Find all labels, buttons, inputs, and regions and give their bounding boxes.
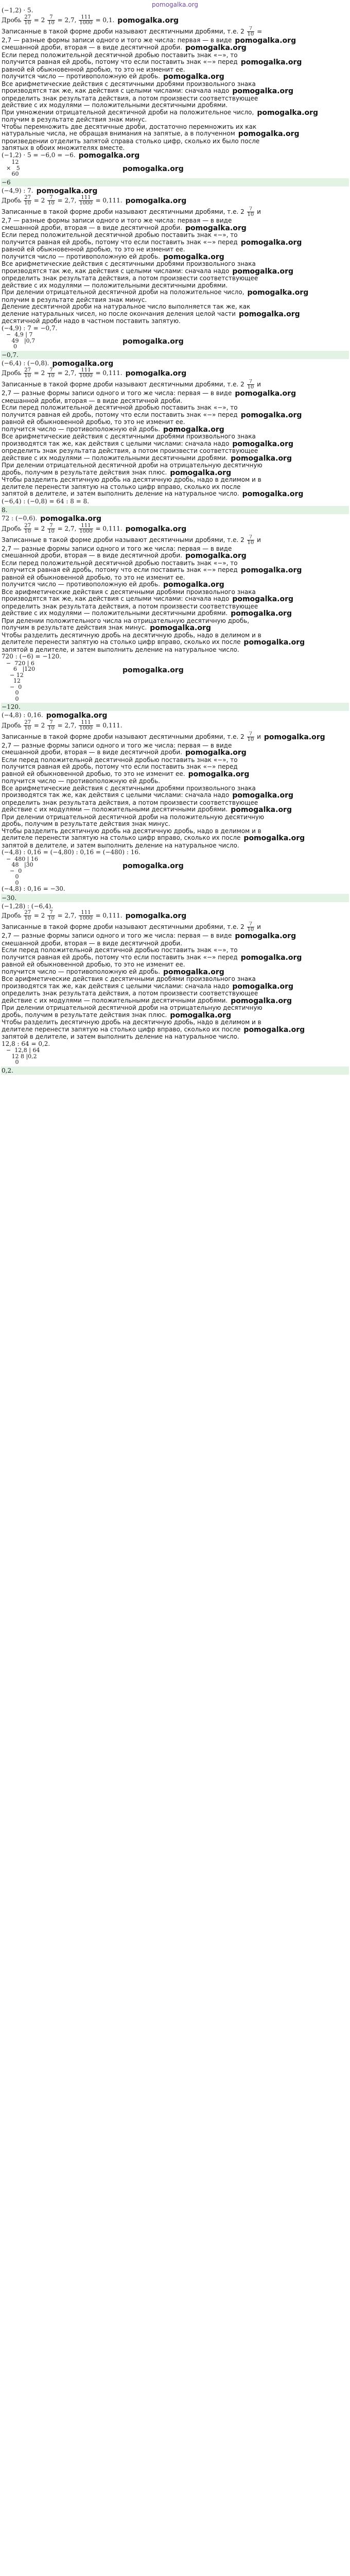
text-line: При делении положительного числа на отрицательную десятичную дробь, bbox=[2, 617, 250, 624]
watermark-label: pomogalka.org bbox=[240, 239, 302, 246]
watermark-label: pomogalka.org bbox=[232, 792, 294, 800]
fraction: $\frac{7}{10}$ bbox=[48, 719, 55, 731]
fraction-line: Дробь $\frac{27}{10}$ = 2 $\frac{7}{10}$ = 2,7, $\frac{111}{1000}$ = 0,111. bbox=[2, 719, 122, 731]
watermark-label: pomogalka.org bbox=[232, 267, 294, 275]
watermark-label: pomogalka.org bbox=[238, 130, 300, 138]
watermark-label: pomogalka.org bbox=[232, 596, 294, 603]
watermark-label: pomogalka.org bbox=[125, 369, 187, 378]
text-line: получится равная ей дробь, потому что если поставить знак «−» перед bbox=[2, 764, 238, 770]
text-line: При делении отрицательной десятичной дроби на положительное число, pomogalka.org bbox=[2, 289, 309, 297]
watermark-label: pomogalka.org bbox=[240, 59, 302, 66]
fraction: $\frac{7}{10}$ bbox=[48, 367, 55, 379]
answer-line: −6 bbox=[1, 178, 349, 187]
watermark-label: pomogalka.org bbox=[232, 88, 294, 95]
text-line: Записанные в такой форме дроби называют десятичными дробями, т.е. 2 $\frac{7}{10}$ и bbox=[2, 534, 261, 546]
text-line: Все арифметические действия с десятичными дробями произвольного знака bbox=[2, 976, 256, 982]
watermark-label: pomogalka.org bbox=[247, 289, 309, 297]
watermark-label: pomogalka.org bbox=[231, 610, 292, 618]
text-line: действие с их модулями — положительными десятичными дробями. pomogalka.org bbox=[2, 454, 292, 462]
fraction: $\frac{7}{10}$ bbox=[48, 522, 55, 534]
text-line: смешанной дроби, вторая — в виде десятичной дроби. bbox=[2, 397, 183, 404]
watermark-label: pomogalka.org bbox=[36, 187, 98, 195]
text-line: производятся так же, как действия с целыми числами: сначала надо pomogalka.org bbox=[2, 982, 294, 990]
text-line: дробь, получим в результате действия знак плюс. pomogalka.org bbox=[2, 469, 232, 477]
text-line: Записанные в такой форме дроби называют десятичными дробями, т.е. 2 $\frac{7}{10}$ и pomogalka.org bbox=[2, 731, 325, 742]
fraction: $\frac{7}{10}$ bbox=[247, 207, 254, 217]
text-line: получится число — противоположную ей дробь. pomogalka.org bbox=[2, 426, 224, 433]
watermark-label: pomogalka.org bbox=[150, 624, 211, 632]
fraction: $\frac{27}{10}$ bbox=[24, 522, 31, 534]
text-line: получится равная ей дробь, потому что если поставить знак «−» перед pomogalka.org bbox=[2, 567, 302, 574]
text-line: Чтобы разделить десятичную дробь на десятичную дробь, надо в делимом и в bbox=[2, 827, 261, 835]
watermark-label: pomogalka.org bbox=[170, 1011, 232, 1019]
text-line: действие с их модулями — положительными десятичными дробями. bbox=[2, 102, 228, 109]
text-line: равной ей обыкновенной дробью, то это не изменит ее. bbox=[2, 246, 185, 253]
watermark-label: pomogalka.org bbox=[231, 997, 292, 1005]
watermark-label: pomogalka.org bbox=[240, 954, 302, 961]
math-line: 720 : (−6) = −120. bbox=[2, 653, 62, 660]
math-line: (−1,2) · 5. bbox=[2, 7, 33, 14]
fraction: $\frac{111}{1000}$ bbox=[79, 367, 93, 379]
text-line: Записанные в такой форме дроби называют десятичными дробями, т.е. 2 $\frac{7}{10}$ и bbox=[2, 207, 261, 217]
math-line: (−4,9) : 7. pomogalka.org bbox=[2, 187, 98, 195]
text-line: Все арифметические действия с десятичными дробями произвольного знака bbox=[2, 588, 256, 596]
text-line: 2,7 — разные формы записи одного и того же числа: первая — в виде pomogalka.org bbox=[2, 37, 296, 44]
fraction: $\frac{27}{10}$ bbox=[24, 367, 31, 379]
watermark-label: pomogalka.org bbox=[242, 490, 304, 498]
text-line: равной ей обыкновенной дробью, то это не изменит ее. bbox=[2, 574, 185, 581]
text-line: делителе перенести запятую на столько цифр вправо, сколько их после bbox=[2, 483, 241, 490]
watermark-label: pomogalka.org bbox=[78, 151, 140, 159]
text-line: равной ей обыкновенной дробью, то это не изменит ее. bbox=[2, 66, 185, 73]
text-line: 2,7 — разные формы записи одного и того же числа: первая — в виде bbox=[2, 217, 232, 224]
watermark-label: pomogalka.org bbox=[243, 835, 305, 842]
answer-line: −120. bbox=[1, 703, 349, 711]
text-line: смешанной дроби, вторая — в виде десятичной дроби. pomogalka.org bbox=[2, 44, 247, 52]
text-line: Все арифметические действия с десятичными дробями произвольного знака bbox=[2, 433, 256, 440]
watermark-label: pomogalka.org bbox=[185, 224, 247, 232]
column-calculation: − 4,9 | 7 49 |0,7 0 pomogalka.org bbox=[6, 331, 184, 350]
text-line: получится равная ей дробь, потому что если поставить знак «−» перед pomogalka.org bbox=[2, 59, 302, 66]
text-line: определить знак результата действия, а потом произвести соответствующее bbox=[2, 448, 258, 454]
fraction: $\frac{27}{10}$ bbox=[24, 910, 31, 921]
text-line: производятся так же, как действия с целыми числами: сначала надо pomogalka.org bbox=[2, 267, 294, 275]
watermark-label: pomogalka.org bbox=[185, 44, 247, 52]
fraction: $\frac{7}{10}$ bbox=[48, 910, 55, 921]
column-calculation: − 720 | 6 6 |120 − 12 12 − 0 0 0 pomogalka.org bbox=[6, 659, 184, 702]
text-line: действие с их модулями — положительными десятичными дробями. pomogalka.org bbox=[2, 610, 292, 618]
text-line: Если перед положительной десятичной дробью поставить знак «−», то bbox=[2, 52, 238, 59]
watermark-label: pomogalka.org bbox=[163, 581, 224, 589]
fraction-line: Дробь $\frac{27}{10}$ = 2 $\frac{7}{10}$ = 2,7, $\frac{111}{1000}$ = 0,111. pomogalka.org bbox=[2, 910, 187, 921]
column-calculation: − 12,8 | 64 12 8 |0,2 0 bbox=[6, 1047, 40, 1065]
fraction-line: Дробь $\frac{27}{10}$ = 2 $\frac{7}{10}$ = 2,7, $\frac{111}{1000}$ = 0,111. pomogalka.org bbox=[2, 367, 187, 379]
watermark-label: pomogalka.org bbox=[52, 360, 114, 367]
text-line: смешанной дроби, вторая — в виде десятичной дроби. pomogalka.org bbox=[2, 224, 247, 232]
fraction-line: Дробь $\frac{27}{10}$ = 2 $\frac{7}{10}$ = 2,7, $\frac{111}{1000}$ = 0,1. pomogalka.org bbox=[2, 14, 179, 26]
text-line: Все арифметические действия с десятичными дробями произвольного знака bbox=[2, 261, 256, 267]
math-line: (−1,2) · 5 = −6,0 = −6. pomogalka.org bbox=[2, 151, 140, 159]
watermark-label: pomogalka.org bbox=[232, 982, 294, 990]
math-line: (−4,8) : 0,16 = (−4,80) : 0,16 = (−480) : 16. bbox=[2, 849, 141, 856]
math-line: (−6,4) : (−0,8). pomogalka.org bbox=[2, 360, 114, 367]
watermark-label: pomogalka.org bbox=[125, 197, 187, 205]
text-line: получится число — противоположную ей дробь. bbox=[2, 778, 161, 785]
watermark-label: pomogalka.org bbox=[232, 440, 294, 448]
text-line: действие с их модулями — положительными десятичными дробями. pomogalka.org bbox=[2, 806, 292, 814]
text-line: получится равная ей дробь, потому что если поставить знак «−» перед pomogalka.org bbox=[2, 954, 302, 961]
text-line: 2,7 — разные формы записи одного и того же числа: первая — в виде pomogalka.org bbox=[2, 933, 296, 940]
text-line: получится равная ей дробь, потому что если поставить знак «−» перед pomogalka.org bbox=[2, 239, 302, 246]
text-line: делителе перенести запятую на столько цифр вправо, сколько их после pomogalka.org bbox=[2, 835, 305, 842]
text-line: 2,7 — разные формы записи одного и того же числа: первая — в виде pomogalka.org bbox=[2, 390, 296, 398]
column-calculation: 12 × 5 60 pomogalka.org bbox=[6, 159, 184, 177]
math-line: 72 : (−0,6). pomogalka.org bbox=[2, 515, 101, 523]
watermark-label: pomogalka.org bbox=[46, 712, 108, 720]
watermark-label: pomogalka.org bbox=[163, 426, 224, 433]
watermark-label: pomogalka.org bbox=[238, 310, 300, 318]
text-line: определить знак результата действия, а потом произвести соответствующее bbox=[2, 603, 258, 610]
text-line: равной ей обыкновенной дробью, то это не изменит ее. pomogalka.org bbox=[2, 770, 250, 778]
fraction: $\frac{7}{10}$ bbox=[48, 195, 55, 206]
text-line: запятой в делителе, и затем выполнить деление на натуральное число. bbox=[2, 842, 239, 849]
math-line: (−6,4) : (−0,8) = 64 : 8 = 8. bbox=[2, 498, 90, 505]
text-line: получится число — противоположную ей дробь. pomogalka.org bbox=[2, 253, 224, 261]
text-line: Если перед положительной десятичной дробью поставить знак «−», то bbox=[2, 404, 238, 411]
text-line: определить знак результата действия, а потом произвести соответствующее bbox=[2, 275, 258, 282]
text-line: запятой в делителе, и затем выполнить деление на натуральное число. pomogalka.org bbox=[2, 490, 304, 498]
text-line: дробь, получим в результате действия знак плюс. pomogalka.org bbox=[2, 1011, 232, 1019]
text-line: Чтобы разделить десятичную дробь на десятичную дробь, надо в делимом и в bbox=[2, 632, 261, 639]
text-line: дробь, получим в результате действия знак минус. bbox=[2, 821, 170, 827]
text-line: Если перед положительной десятичной дробью поставить знак «−», то bbox=[2, 947, 238, 954]
watermark-label: pomogalka.org bbox=[264, 733, 325, 741]
text-line: получится равная ей дробь, потому что если поставить знак «−» перед pomogalka.org bbox=[2, 411, 302, 419]
text-line: натуральные числа, не обращая внимания на запятые, а в полученном pomogalka.org bbox=[2, 130, 300, 138]
text-line: Записанные в такой форме дроби называют десятичными дробями, т.е. 2 $\frac{7}{10}$ = bbox=[2, 26, 262, 37]
text-line: определить знак результата действия, а потом произвести соответствующее bbox=[2, 990, 258, 997]
solution-content bbox=[1, 7, 349, 1076]
watermark-label: pomogalka.org bbox=[231, 454, 292, 462]
watermark-label: pomogalka.org bbox=[243, 1026, 305, 1033]
text-line: получим в результате действия знак минус. bbox=[2, 116, 147, 123]
math-line: (−4,8) : 0,16 = −30. bbox=[2, 886, 65, 892]
watermark-label: pomogalka.org bbox=[257, 109, 319, 116]
fraction: $\frac{7}{10}$ bbox=[247, 26, 254, 37]
watermark-label: pomogalka.org bbox=[185, 749, 247, 757]
text-line: запятой в делителе, и затем выполнить деление на натуральное число. bbox=[2, 1033, 239, 1040]
text-line: производятся так же, как действия с целыми числами: сначала надо pomogalka.org bbox=[2, 792, 294, 800]
watermark-label: pomogalka.org bbox=[40, 515, 101, 523]
watermark-label: pomogalka.org bbox=[125, 524, 187, 533]
text-line: Записанные в такой форме дроби называют десятичными дробями, т.е. 2 $\frac{7}{10}$ и bbox=[2, 922, 261, 933]
watermark-label: pomogalka.org bbox=[163, 968, 224, 976]
watermark-label: pomogalka.org bbox=[122, 165, 184, 173]
fraction: $\frac{111}{1000}$ bbox=[79, 522, 93, 534]
text-line: действие с их модулями — положительными десятичными дробями. pomogalka.org bbox=[2, 997, 292, 1005]
text-line: При умножении отрицательной десятичной дроби на положительное число, pomogalka.org bbox=[2, 109, 319, 116]
text-line: смешанной дроби, вторая — в виде десятичной дроби. pomogalka.org bbox=[2, 749, 247, 757]
text-line: запятой в делителе, и затем выполнить деление на натуральное число. bbox=[2, 646, 239, 653]
text-line: получится число — противоположную ей дробь. pomogalka.org bbox=[2, 968, 224, 976]
text-line: Все арифметические действия с десятичными дробями произвольного знака bbox=[2, 785, 256, 792]
fraction: $\frac{7}{10}$ bbox=[247, 534, 254, 546]
answer-line: 8. bbox=[1, 506, 349, 514]
fraction: $\frac{7}{10}$ bbox=[247, 379, 254, 390]
text-line: Если перед положительной десятичной дробью поставить знак «−», то bbox=[2, 756, 238, 764]
fraction: $\frac{27}{10}$ bbox=[24, 14, 31, 26]
text-line: Деление десятичной дроби на натуральное число выполняется так же, как bbox=[2, 303, 251, 310]
text-line: Все арифметические действия с десятичными дробями произвольного знака bbox=[2, 80, 256, 88]
watermark-label: pomogalka.org bbox=[122, 861, 184, 870]
text-line: делителе перенести запятую на столько цифр вправо, сколько их после pomogalka.org bbox=[2, 639, 305, 647]
text-line: производятся так же, как действия с целыми числами: сначала надо pomogalka.org bbox=[2, 440, 294, 448]
answer-line: 0,2. bbox=[1, 1066, 349, 1075]
text-line: получим в результате действия знак минус. pomogalka.org bbox=[2, 624, 211, 632]
fraction-line: Дробь $\frac{27}{10}$ = 2 $\frac{7}{10}$ = 2,7, $\frac{111}{1000}$ = 0,111. pomogalka.org bbox=[2, 522, 187, 534]
text-line: равной ей обыкновенной дробью, то это не изменит ее. bbox=[2, 419, 185, 426]
site-watermark-top: pomogalka.org bbox=[152, 1, 198, 8]
text-line: Чтобы перемножить две десятичные дроби, достаточно перемножить их как bbox=[2, 123, 257, 130]
text-line: деление натуральных чисел, но после окончания деления целой части pomogalka.org bbox=[2, 310, 300, 318]
text-line: получим в результате действия знак минус. bbox=[2, 296, 147, 303]
fraction: $\frac{27}{10}$ bbox=[24, 195, 31, 206]
text-line: определить знак результата действия, а потом произвести соответствующее bbox=[2, 799, 258, 806]
watermark-label: pomogalka.org bbox=[188, 770, 250, 778]
watermark-label: pomogalka.org bbox=[185, 552, 247, 560]
fraction: $\frac{111}{1000}$ bbox=[79, 14, 93, 26]
fraction: $\frac{111}{1000}$ bbox=[79, 195, 93, 206]
text-line: десятичной дроби надо в частном поставить запятую. bbox=[2, 318, 181, 325]
watermark-label: pomogalka.org bbox=[170, 469, 232, 477]
text-line: делителе перенести запятую на столько цифр вправо, сколько их после pomogalka.org bbox=[2, 1026, 305, 1033]
text-line: При делении отрицательной десятичной дроби на отрицательную десятичную bbox=[2, 1005, 262, 1011]
fraction: $\frac{7}{10}$ bbox=[48, 14, 55, 26]
text-line: запятых в обоих множителях вместе. bbox=[2, 145, 125, 151]
text-line: Чтобы разделить десятичную дробь на десятичную дробь, надо в делимом и в bbox=[2, 1019, 261, 1026]
fraction: $\frac{111}{1000}$ bbox=[79, 719, 93, 731]
math-line: (−1,28) : (−6,4). bbox=[2, 903, 54, 910]
fraction: $\frac{111}{1000}$ bbox=[79, 910, 93, 921]
watermark-label: pomogalka.org bbox=[235, 37, 296, 44]
text-line: смешанной дроби, вторая — в виде десятичной дроби. bbox=[2, 940, 183, 947]
text-line: равной ей обыкновенной дробью, то это не изменит ее. bbox=[2, 961, 185, 968]
text-line: При делении отрицательной десятичной дроби на отрицательную десятичную bbox=[2, 462, 262, 469]
watermark-label: pomogalka.org bbox=[231, 806, 292, 814]
fraction: $\frac{7}{10}$ bbox=[247, 731, 254, 742]
text-line: Если перед положительной десятичной дробью поставить знак «−», то bbox=[2, 560, 238, 567]
text-line: произведении отделить запятой справа столько цифр, сколько их было после bbox=[2, 138, 260, 145]
text-line: производятся так же, как действия с целыми числами: сначала надо pomogalka.org bbox=[2, 88, 294, 95]
text-line: получится число — противоположную ей дробь. pomogalka.org bbox=[2, 73, 224, 81]
watermark-label: pomogalka.org bbox=[235, 390, 296, 398]
watermark-label: pomogalka.org bbox=[122, 337, 184, 346]
watermark-label: pomogalka.org bbox=[240, 411, 302, 419]
text-line: Чтобы разделить десятичную дробь на десятичную дробь, надо в делимом и в bbox=[2, 477, 261, 483]
text-line: При делении отрицательной десятичной дроби на положительную десятичную bbox=[2, 814, 265, 821]
text-line: получится число — противоположную ей дробь. pomogalka.org bbox=[2, 581, 224, 589]
watermark-label: pomogalka.org bbox=[125, 912, 187, 920]
fraction: $\frac{27}{10}$ bbox=[24, 719, 31, 731]
text-line: производятся так же, как действия с целыми числами: сначала надо pomogalka.org bbox=[2, 596, 294, 603]
answer-line: −30. bbox=[1, 894, 349, 902]
watermark-label: pomogalka.org bbox=[163, 73, 224, 81]
text-line: действие с их модулями — положительными десятичными дробями. bbox=[2, 282, 228, 289]
text-line: 2,7 — разные формы записи одного и того же числа: первая — в виде bbox=[2, 545, 232, 552]
watermark-label: pomogalka.org bbox=[240, 567, 302, 574]
fraction-line: Дробь $\frac{27}{10}$ = 2 $\frac{7}{10}$ = 2,7, $\frac{111}{1000}$ = 0,111. pomogalka.org bbox=[2, 195, 187, 206]
watermark-label: pomogalka.org bbox=[117, 16, 179, 25]
text-line: 2,7 — разные формы записи одного и того же числа: первая — в виде bbox=[2, 742, 232, 749]
text-line: смешанной дроби, вторая — в виде десятичной дроби. pomogalka.org bbox=[2, 552, 247, 560]
column-calculation: − 480 | 16 48 |30 − 0 0 0 pomogalka.org bbox=[6, 855, 184, 886]
watermark-label: pomogalka.org bbox=[163, 253, 224, 261]
watermark-label: pomogalka.org bbox=[243, 639, 305, 647]
answer-line: −0,7. bbox=[1, 351, 349, 359]
math-line: (−4,9) : 7 = −0,7. bbox=[2, 325, 58, 332]
math-line: 12,8 : 64 = 0,2. bbox=[2, 1040, 50, 1047]
math-line: (−4,8) : 0,16. pomogalka.org bbox=[2, 712, 108, 720]
text-line: определить знак результата действия, а потом произвести соответствующее bbox=[2, 95, 258, 102]
fraction: $\frac{7}{10}$ bbox=[247, 922, 254, 933]
watermark-label: pomogalka.org bbox=[235, 933, 296, 940]
text-line: Записанные в такой форме дроби называют десятичными дробями, т.е. 2 $\frac{7}{10}$ и bbox=[2, 379, 261, 390]
watermark-label: pomogalka.org bbox=[122, 666, 184, 674]
text-line: Если перед положительной десятичной дробью поставить знак «−», то bbox=[2, 232, 238, 239]
